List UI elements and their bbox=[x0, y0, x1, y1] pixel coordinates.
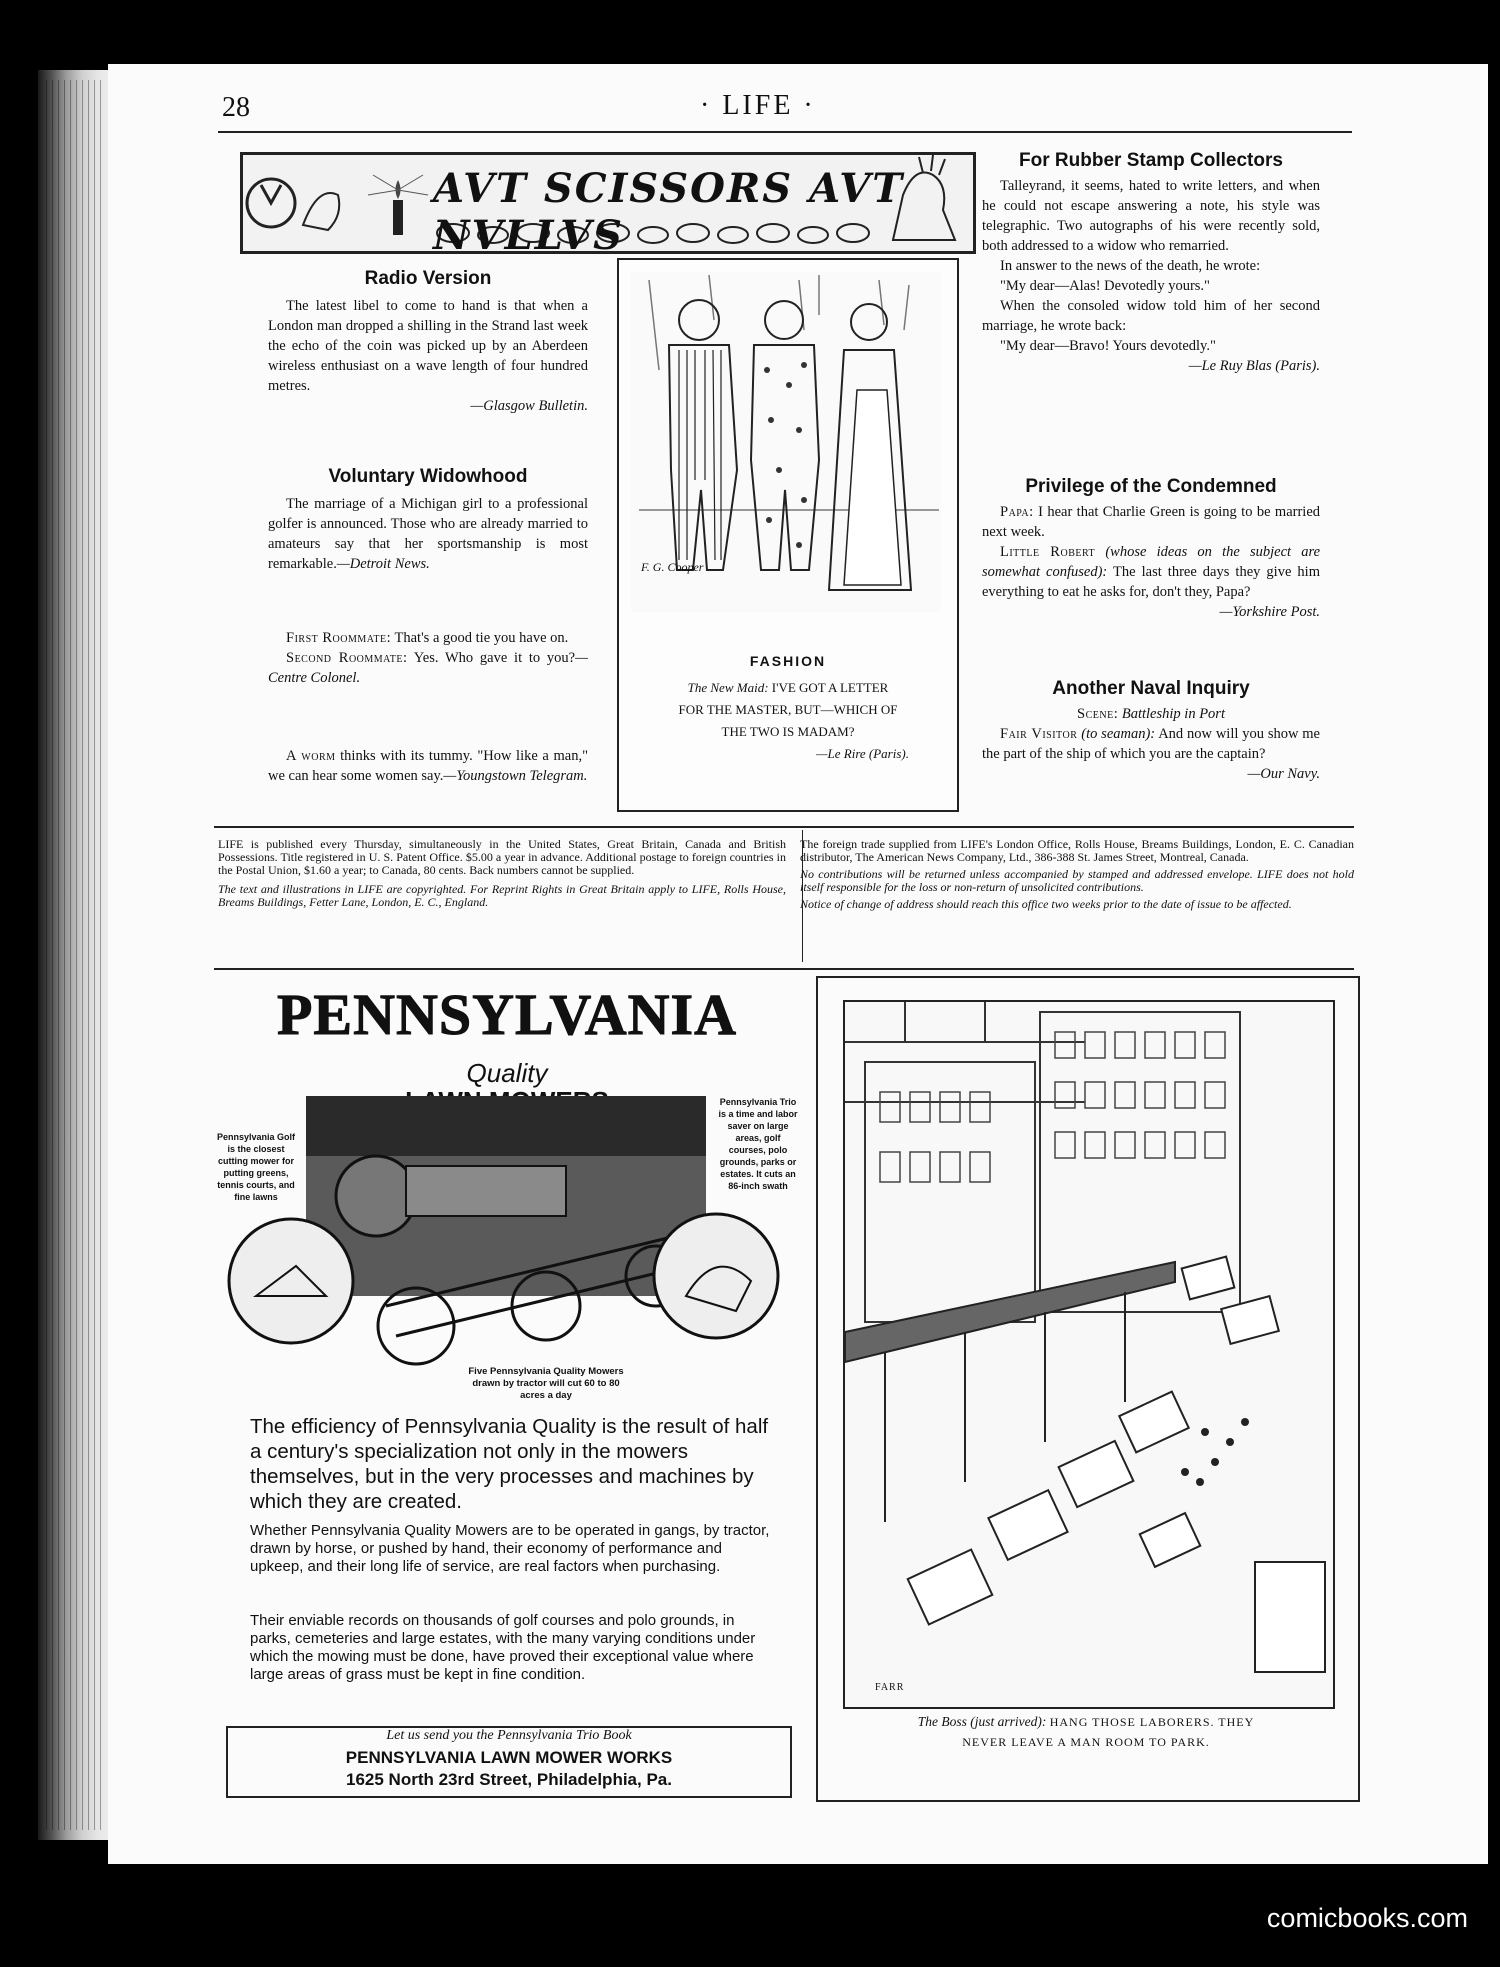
publication-right-p2: No contributions will be returned unless accompanied by stamped and addressed envelope. LIFE does not hold itself responsible for the loss or non-return of unsolicited contributions. bbox=[800, 867, 1354, 894]
ad-side-right: Pennsylvania Trio is a time and labor saver on large areas, golf courses, polo grounds, parks or estates. It cuts an 86-inch swath bbox=[718, 1097, 798, 1191]
rubber-p2: In answer to the news of the death, he wrote: bbox=[1000, 258, 1261, 274]
ad-side-left: Pennsylvania Golf is the closest cutting mower for putting greens, tennis courts, and fine lawns bbox=[216, 1132, 296, 1202]
widowhood-headline: Voluntary Widowhood bbox=[328, 466, 528, 487]
privilege-headline: Privilege of the Condemned bbox=[1025, 476, 1277, 497]
ad-body-2: Whether Pennsylvania Quality Mowers are to be operated in gangs, by tractor, drawn by horse, or pushed by hand, their economy of performance and upkeep, and their long life of service, are real factors when purchasing. bbox=[250, 1522, 770, 1575]
fashion-line-1: I'VE GOT A LETTER bbox=[771, 680, 889, 695]
roommate-text-2: Yes. Who gave it to you? bbox=[413, 650, 576, 666]
fashion-illustration bbox=[619, 260, 957, 640]
naval-text: And now will you show me the part of the ship of which you are the captain? bbox=[982, 726, 1320, 762]
worm-text bbox=[268, 746, 588, 786]
privilege-article bbox=[982, 476, 1320, 622]
street-drawing bbox=[845, 1002, 1333, 1707]
radio-headline: Radio Version bbox=[364, 268, 492, 289]
cartoon-signature: F. G. Cooper bbox=[641, 560, 704, 574]
radio-version-article bbox=[268, 268, 588, 416]
ad-body-1: The efficiency of Pennsylvania Quality is the result of half a century's specialization not only in the mowers themselves, but in the very processes and machines by which they are created. bbox=[250, 1415, 769, 1513]
ad-title: PENNSYLVANIA bbox=[276, 982, 738, 1047]
rubber-p4: When the consoled widow told him of her second marriage, he wrote back: bbox=[982, 298, 1320, 334]
roommate-line-1 bbox=[268, 628, 588, 648]
ad-address: 1625 North 23rd Street, Philadelphia, Pa. bbox=[346, 1770, 672, 1789]
publication-right-p1: The foreign trade supplied from LIFE's London Office, Rolls House, Breams Buildings, London, E. C. Canadian distributor, The American News Company, Ltd., 386-388 St. James Street, Montreal, Canada. bbox=[800, 837, 1354, 864]
privilege-credit: —Yorkshire Post. bbox=[1219, 604, 1320, 620]
watermark: comicbooks.com bbox=[1266, 1903, 1468, 1933]
radio-body: The latest libel to come to hand is that when a London man dropped a shilling in the Strand last week the echo of the coin was picked up by an Aberdeen wireless enthusiast on a wave length of four hundred metres. bbox=[268, 298, 588, 394]
street-caption-line-1 bbox=[816, 1712, 1356, 1732]
roommate-text-1: That's a good tie you have on. bbox=[394, 630, 569, 646]
lawn-mower-ad bbox=[216, 976, 798, 1798]
street-caption bbox=[816, 1712, 1356, 1752]
rubber-headline: For Rubber Stamp Collectors bbox=[1019, 150, 1283, 171]
street-signature: FARR bbox=[875, 1682, 905, 1693]
privilege-text-2: The last three days they give him everything to eat he asks for, don't they, Papa? bbox=[982, 564, 1320, 600]
ad-body-3: Their enviable records on thousands of golf courses and polo grounds, in parks, cemeteries and large estates, with the many varying conditions under which the mowing must be done, have proved their exceptional value where large areas of grass must be kept in fine condition. bbox=[250, 1612, 756, 1683]
fashion-speaker: The New Maid: bbox=[687, 680, 769, 695]
fashion-title: FASHION bbox=[749, 653, 827, 669]
street-line-1: HANG THOSE LABORERS. THEY bbox=[1049, 1715, 1255, 1729]
fashion-line-2: FOR THE MASTER, BUT—WHICH OF bbox=[678, 702, 898, 717]
worm-credit: —Youngstown Telegram. bbox=[443, 768, 588, 784]
publication-right bbox=[800, 838, 1354, 911]
naval-article bbox=[982, 678, 1320, 784]
fashion-cartoon bbox=[617, 258, 959, 812]
naval-headline: Another Naval Inquiry bbox=[1052, 678, 1250, 699]
publication-right-p3: Notice of change of address should reach this office two weeks prior to the date of issue to be affected. bbox=[800, 897, 1292, 911]
roommate-line-2 bbox=[268, 648, 588, 688]
scissors-banner bbox=[240, 152, 976, 254]
page-edges bbox=[46, 80, 101, 1830]
widowhood-text: The marriage of a Michigan girl to a professional golfer is announced. Those who are already married to amateurs say that her sportsmanship is most remarkable. bbox=[268, 496, 588, 572]
magazine-title: · LIFE · bbox=[700, 90, 816, 121]
rubber-p1: Talleyrand, it seems, hated to write letters, and when he could not escape answering a note, his style was telegraphic. Two autographs of his were recently sold, both addressed to a widow who remarried. bbox=[982, 178, 1320, 254]
widowhood-credit: —Detroit News. bbox=[336, 556, 430, 572]
fashion-caption-line-1 bbox=[619, 677, 957, 699]
rubber-stamp-article bbox=[982, 150, 1320, 376]
page-number: 28 bbox=[222, 92, 250, 123]
radio-credit: —Glasgow Bulletin. bbox=[470, 398, 588, 414]
banner-motto: AVT SCISSORS AVT NVLLVS bbox=[433, 165, 905, 254]
privilege-speaker-2: Little Robert bbox=[1000, 544, 1096, 560]
ad-company: PENNSYLVANIA LAWN MOWER WORKS bbox=[345, 1748, 673, 1767]
roommate-speaker-2: Second Roommate: bbox=[286, 650, 408, 666]
privilege-line-1 bbox=[982, 502, 1320, 542]
rubber-credit: —Le Ruy Blas (Paris). bbox=[1188, 358, 1320, 374]
privilege-line-2 bbox=[982, 542, 1320, 602]
mower-illustration bbox=[216, 1076, 798, 1386]
privilege-text-1: I hear that Charlie Green is going to be married next week. bbox=[982, 504, 1321, 540]
ad-footer bbox=[226, 1726, 792, 1798]
roommate-joke bbox=[268, 628, 588, 688]
publication-left-p2: The text and illustrations in LIFE are copyrighted. For Reprint Rights in Great Britain apply to LIFE, Rolls House, Breams Buildings, Fetter Lane, London, E. C., England. bbox=[218, 882, 786, 909]
worm-joke bbox=[268, 746, 588, 786]
fashion-caption bbox=[619, 653, 957, 765]
widowhood-body bbox=[268, 494, 588, 574]
street-speaker: The Boss (just arrived): bbox=[917, 1714, 1047, 1729]
fashion-line-3: THE TWO IS MADAM? bbox=[721, 724, 855, 739]
naval-aside: (to seaman): bbox=[1081, 726, 1156, 742]
header-rule bbox=[218, 131, 1352, 133]
ad-subtitle-1: Quality bbox=[466, 1058, 548, 1088]
street-caption-line-2: NEVER LEAVE A MAN ROOM TO PARK. bbox=[962, 1735, 1210, 1749]
ad-cta: Let us send you the Pennsylvania Trio Book bbox=[386, 1728, 632, 1743]
fashion-credit: —Le Rire (Paris). bbox=[815, 746, 909, 761]
worm-lead: A worm bbox=[286, 748, 336, 764]
naval-credit: —Our Navy. bbox=[1247, 766, 1320, 782]
widowhood-article bbox=[268, 466, 588, 574]
roommate-speaker-1: First Roommate: bbox=[286, 630, 392, 646]
rubber-p5: "My dear—Bravo! Yours devotedly." bbox=[1000, 338, 1216, 354]
roommate-credit: —Centre Colonel. bbox=[268, 650, 589, 686]
naval-line bbox=[982, 724, 1320, 764]
ad-caption: Five Pennsylvania Quality Mowers drawn by tractor will cut 60 to 80 acres a day bbox=[468, 1366, 624, 1401]
naval-scene-label: Scene: bbox=[1077, 706, 1119, 722]
publication-left bbox=[218, 838, 786, 909]
street-illustration bbox=[843, 1000, 1335, 1709]
naval-scene bbox=[982, 704, 1320, 724]
privilege-aside: (whose ideas on the subject are somewhat confused): bbox=[982, 544, 1320, 580]
naval-scene-text: Battleship in Port bbox=[1121, 706, 1225, 722]
naval-speaker: Fair Visitor bbox=[1000, 726, 1078, 742]
worm-body: thinks with its tummy. "How like a man," we can hear some women say. bbox=[268, 748, 588, 784]
privilege-speaker-1: Papa: bbox=[1000, 504, 1034, 520]
publication-left-p1: LIFE is published every Thursday, simultaneously in the United States, Great Britain, Canada and British Possessions. Title registered in U. S. Patent Office. $5.00 a year in advance. Additional postage to foreign countries in the Postal Union, $1.60 a year; to Canada, 80 cents. Back numbers cannot be supplied. bbox=[218, 837, 786, 877]
rubber-p3: "My dear—Alas! Devotedly yours." bbox=[1000, 278, 1210, 294]
